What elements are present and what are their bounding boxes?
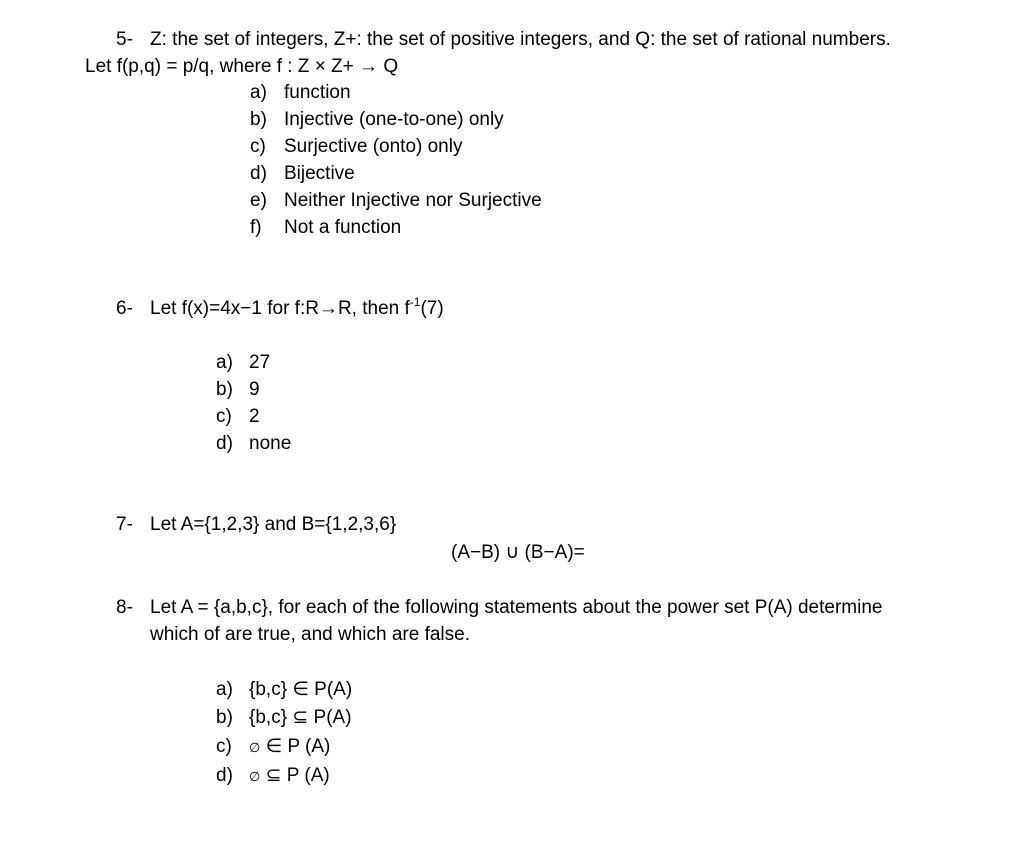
option-text: function (284, 82, 351, 103)
option-text: Surjective (onto) only (284, 136, 463, 157)
element-of-symbol: ∈ (260, 736, 283, 757)
q5-number: 5- (116, 29, 133, 50)
option-power-set: P(A) (308, 679, 353, 700)
option-text: 2 (249, 406, 260, 427)
q8-line1: Let A = {a,b,c}, for each of the following statements about the power set P(A) determine (150, 597, 883, 618)
q5-option-b (250, 108, 504, 132)
q6-option-c (216, 405, 260, 429)
option-text: Injective (one-to-one) only (284, 109, 504, 130)
q5-line2: Let f(p,q) = p/q, where f : Z × Z+ → Q (85, 56, 399, 77)
option-label: a) (216, 352, 233, 373)
option-label: a) (216, 679, 233, 700)
q6-text-post: (7) (420, 298, 444, 319)
q8-option-d (216, 764, 330, 789)
option-text: Neither Injective nor Surjective (284, 190, 542, 211)
option-label: b) (216, 379, 233, 400)
option-label: e) (250, 190, 267, 211)
option-text: Not a function (284, 217, 402, 238)
option-label: d) (250, 163, 267, 184)
q8-line2: which of are true, and which are false. (150, 624, 471, 645)
q6-option-b (216, 378, 260, 402)
q5-line1: Z: the set of integers, Z+: the set of positive integers, and Q: the set of rational numbers. (150, 29, 891, 50)
q6-text-pre: Let f(x)=4x−1 for f:R→R, then f (150, 298, 410, 319)
option-label: c) (216, 406, 232, 427)
q5-option-a (250, 81, 351, 105)
q8-number: 8- (116, 597, 133, 618)
option-label: b) (250, 109, 267, 130)
option-power-set: P (A) (281, 765, 330, 786)
option-label: a) (250, 82, 267, 103)
option-power-set: P(A) (308, 707, 352, 728)
q5-option-c (250, 135, 462, 159)
option-text: 9 (249, 379, 260, 400)
subset-symbol: ⊆ (292, 707, 309, 728)
option-text: Bijective (284, 163, 355, 184)
q5-option-e (250, 189, 542, 213)
q6-option-d (216, 432, 291, 456)
option-label: f) (250, 217, 262, 238)
q6-option-a (216, 351, 270, 375)
option-power-set: P (A) (282, 736, 331, 757)
q7-number: 7- (116, 514, 133, 535)
option-label: c) (250, 136, 266, 157)
q6-text (150, 297, 444, 321)
option-text: 27 (249, 352, 271, 373)
q7-expression: (A−B) ∪ (B−A)= (451, 542, 585, 563)
option-set: {b,c} (249, 707, 293, 728)
q8-option-b (216, 706, 352, 730)
option-set: {b,c} (249, 679, 293, 700)
option-text: none (249, 433, 292, 454)
option-label: d) (216, 433, 233, 454)
q8-option-c (216, 735, 330, 760)
q5-option-f (250, 216, 401, 240)
q7-text: Let A={1,2,3} and B={1,2,3,6} (150, 514, 397, 535)
subset-symbol: ⊆ (260, 765, 282, 786)
option-label: c) (216, 736, 232, 757)
empty-set-symbol: ∅ (249, 769, 261, 784)
q6-superscript: -1 (409, 295, 421, 309)
option-label: b) (216, 707, 233, 728)
empty-set-symbol: ∅ (249, 740, 261, 755)
q5-option-d (250, 162, 355, 186)
option-label: d) (216, 765, 233, 786)
q8-option-a (216, 678, 352, 702)
element-of-symbol: ∈ (292, 679, 309, 700)
q6-number: 6- (116, 298, 133, 319)
